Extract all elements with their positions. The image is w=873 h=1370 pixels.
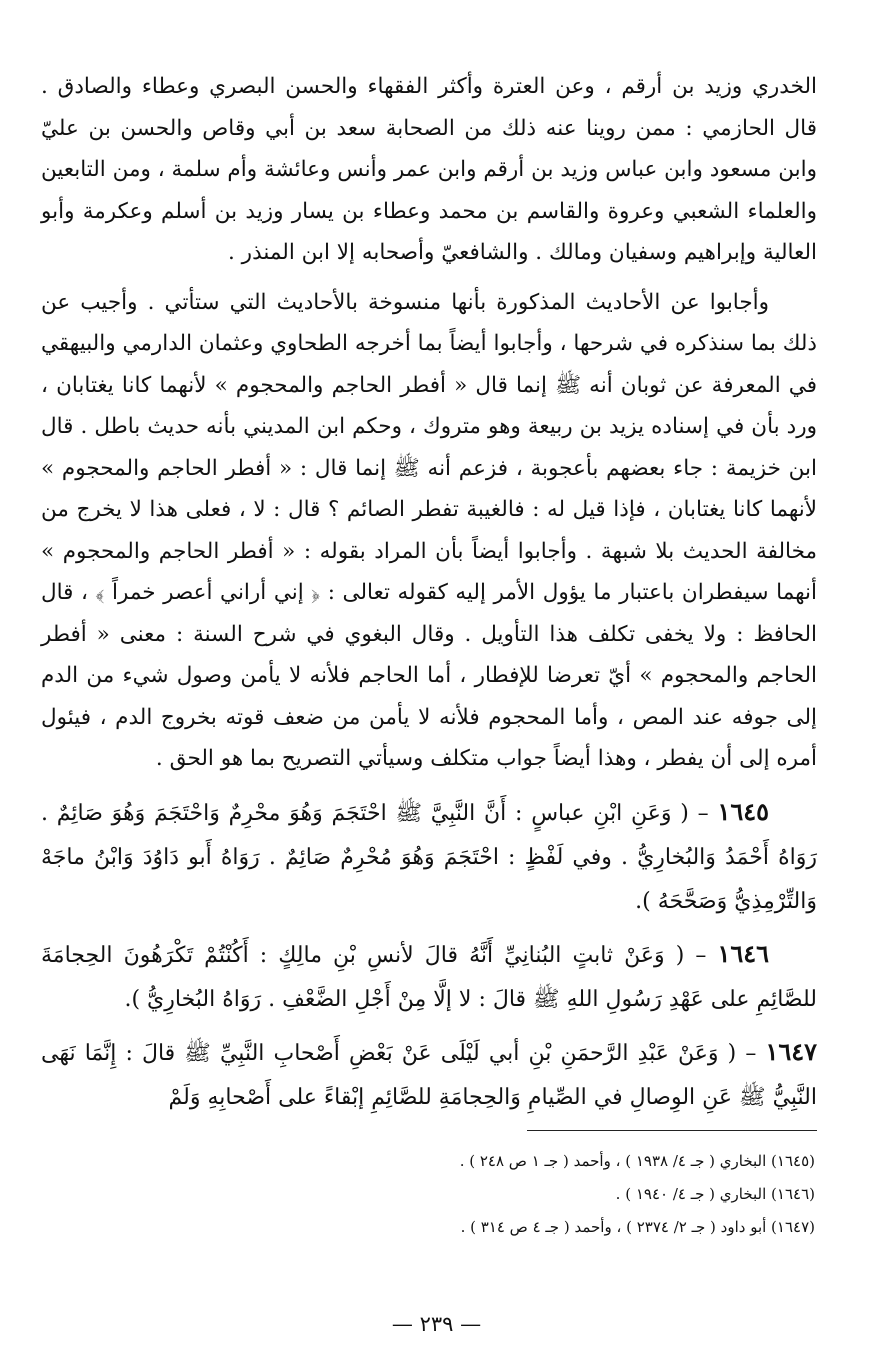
- body-paragraph: الخدري وزيد بن أرقم ، وعن العترة وأكثر الفقهاء والحسن البصري وعطاء والصادق . قال الحازمي : ممن روينا عنه ذلك من الصحابة سعد بن أبي وقاص والحسن بن عليّ وابن مسعود وابن عباس وزيد بن أرقم وابن عمر وأنس وعائشة وأم سلمة ، ومن التابعين والعلماء الشعبي وعروة والقاسم بن محمد وعطاء بن يسار وزيد بن أسلم وعكرمة وأبو العالية وإبراهيم وسفيان ومالك . والشافعيّ وأصحابه إلا ابن المنذر .: [41, 74, 817, 265]
- footnotes: [41, 1145, 817, 1244]
- footnote-separator: [527, 1130, 817, 1131]
- page-number: — ٢٣٩ —: [391, 1312, 482, 1336]
- hadith-number: ١٦٤٥: [717, 796, 769, 826]
- hadith-text: – ( وَعَنِ ابْنِ عباسٍ : أَنَّ النَّبِيَّ ﷺ احْتَجَمَ وَهُوَ محْرِمٌ وَاحْتَجَمَ وَهُوَ صَائِمٌ . رَوَاهُ أَحْمَدُ وَالبُخارِيُّ . وفي لَفْظٍ : احْتَجَمَ وَهُوَ مُحْرِمٌ صَائِمٌ . رَوَاهُ أَبو دَاوُدَ وَابْنُ ماجَهْ وَالتِّرْمِذِيُّ وَصَحَّحَهُ ).: [41, 800, 817, 914]
- hadith-block: [41, 790, 817, 924]
- page-body: [41, 66, 817, 1244]
- hadith-block: [41, 1030, 817, 1120]
- footnote: (١٦٤٥) البخاري ( جـ ٤/ ١٩٣٨ ) ، وأحمد ( جـ ١ ص ٢٤٨ ) .: [459, 1151, 815, 1170]
- body-paragraph: وأجابوا عن الأحاديث المذكورة بأنها منسوخة بالأحاديث التي ستأتي . وأجيب عن ذلك بما سنذكره في شرحها ، وأجابوا أيضاً بما أخرجه الطحاوي وعثمان الدارمي والبيهقي في المعرفة عن ثوبان أنه ﷺ إنما قال « أفطر الحاجم والمحجوم » لأنهما كانا يغتابان ، ورد بأن في إسناده يزيد بن ربيعة وهو متروك ، وحكم ابن المديني بأنه حديث باطل . قال ابن خزيمة : جاء بعضهم بأعجوبة ، فزعم أنه ﷺ إنما قال : « أفطر الحاجم والمحجوم » لأنهما كانا يغتابان ، فإذا قيل له : فالغيبة تفطر الصائم ؟ قال : لا ، فعلى هذا لا يخرج من مخالفة الحديث بلا شبهة . وأجابوا أيضاً بأن المراد بقوله : « أفطر الحاجم والمحجوم » أنهما سيفطران باعتبار ما يؤول الأمر إليه كقوله تعالى : ﴿ إني أراني أعصر خمراً ﴾ ، قال الحافظ : ولا يخفى تكلف هذا التأويل . وقال البغوي في شرح السنة : معنى « أفطر الحاجم والمحجوم » أيّ تعرضا للإفطار ، أما الحاجم فلأنه لا يأمن وصول شيء من الدم إلى جوفه عند المص ، وأما المحجوم فلأنه لا يأمن من ضعف قوته بخروج الدم ، فيئول أمره إلى أن يفطر ، وهذا أيضاً جواب متكلف وسيأتي التصريح بما هو الحق .: [41, 289, 817, 771]
- hadith-number: ١٦٤٦: [717, 938, 769, 968]
- hadith-text: – ( وَعَنْ عَبْدِ الرَّحمَنِ بْنِ أبي لَيْلَى عَنْ بَعْضِ أَصْحابِ النَّبِيِّ ﷺ قالَ : إِنَّمَا نَهَى النَّبِيُّ ﷺ عَنِ الوِصالِ في الصِّيامِ وَالحِجامَةِ للصَّائِمِ إبْقاءً على أَصْحابِهِ وَلَمْ: [41, 1040, 817, 1110]
- footnote: (١٦٤٦) البخاري ( جـ ٤/ ١٩٤٠ ) .: [615, 1184, 815, 1203]
- hadith-text: – ( وَعَنْ ثابتٍ البُنانِيِّ أَنَّهُ قالَ لأنسِ بْنِ مالِكٍ : أَكُنْتُمْ تَكْرَهُونَ الحِجامَةَ للصَّائِمِ على عَهْدِ رَسُولِ اللهِ ﷺ قالَ : لا إلَّا مِنْ أَجْلِ الضَّعْفِ . رَوَاهُ البُخارِيُّ ).: [41, 942, 817, 1012]
- hadith-number: ١٦٤٧: [765, 1036, 817, 1066]
- footnote: (١٦٤٧) أبو داود ( جـ ٢/ ٢٣٧٤ ) ، وأحمد ( جـ ٤ ص ٣١٤ ) .: [460, 1217, 815, 1236]
- hadith-block: [41, 932, 817, 1022]
